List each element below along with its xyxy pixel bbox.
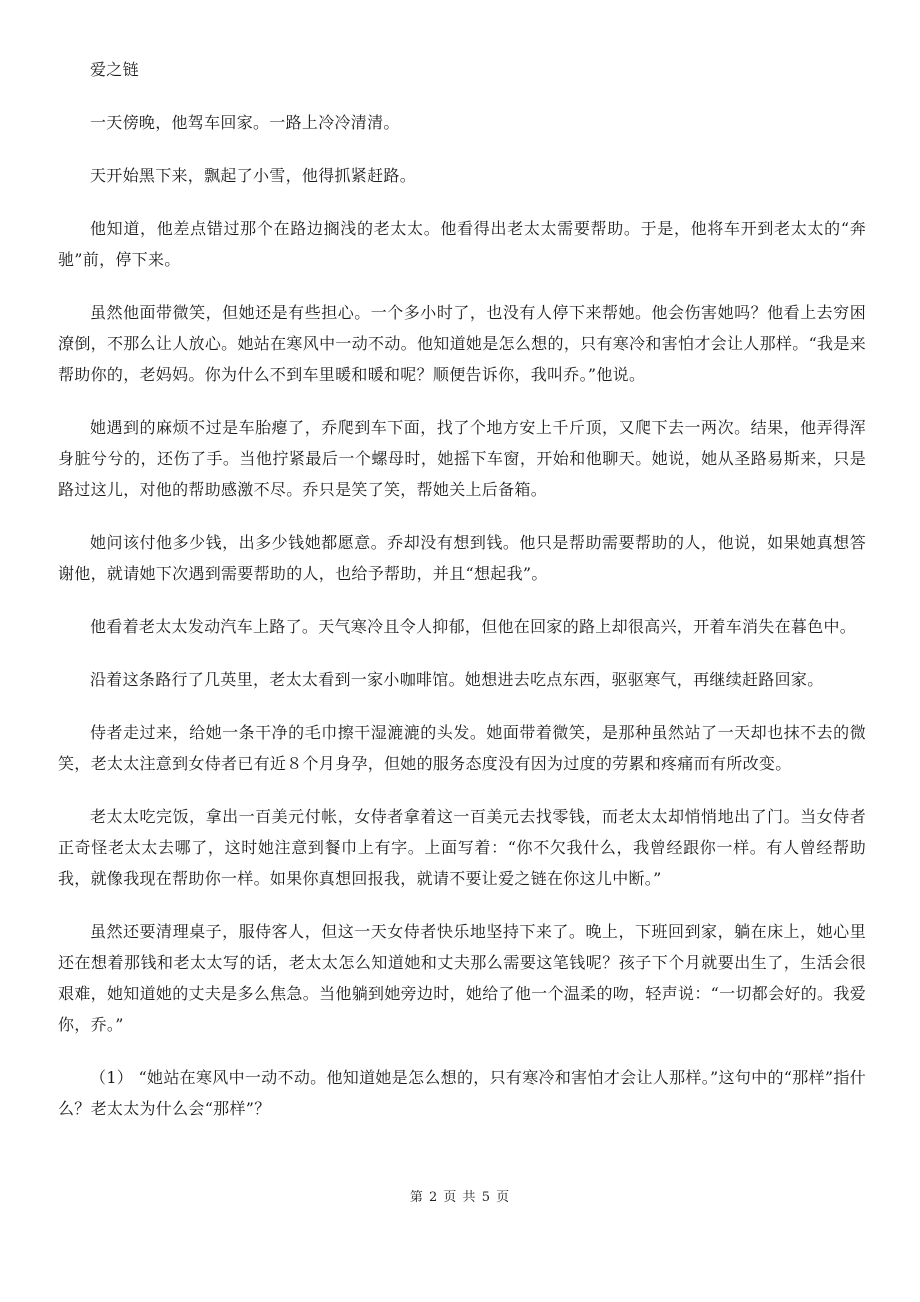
paragraph: 沿着这条路行了几英里，老太太看到一家小咖啡馆。她想进去吃点东西，驱驱寒气，再继续赶路回家。 [90, 670, 824, 689]
paragraph: 一天傍晚，他驾车回家。一路上冷冷清清。 [90, 113, 400, 132]
paragraph: 他看着老太太发动汽车上路了。天气寒冷且令人抑郁，但他在回家的路上却很高兴，开着车消失在暮色中。 [90, 617, 857, 636]
paragraph: 他知道，他差点错过那个在路边搁浅的老太太。他看得出老太太需要帮助。于是，他将车开到老太太的“奔驰”前，停下来。 [58, 219, 866, 269]
document-body [58, 54, 866, 1124]
passage-title: 爱之链 [90, 60, 139, 79]
paragraph: 虽然他面带微笑，但她还是有些担心。一个多小时了，也没有人停下来帮她。他会伤害她吗？他看上去穷困潦倒，不那么让人放心。她站在寒风中一动不动。他知道她是怎么想的，只有寒冷和害怕才会让人那样。“我是来帮助你的，老妈妈。你为什么不到车里暖和暖和呢？顺便告诉你，我叫乔。”他说。 [58, 303, 866, 384]
paragraph: 她问该付他多少钱，出多少钱她都愿意。乔却没有想到钱。他只是帮助需要帮助的人，他说，如果她真想答谢他，就请她下次遇到需要帮助的人，也给予帮助，并且“想起我”。 [58, 533, 866, 583]
paragraph: 她遇到的麻烦不过是车胎瘪了，乔爬到车下面，找了个地方安上千斤顶，又爬下去一两次。结果，他弄得浑身脏兮兮的，还伤了手。当他拧紧最后一个螺母时，她摇下车窗，开始和他聊天。她说，她从圣路易斯来，只是路过这儿，对他的帮助感激不尽。乔只是笑了笑，帮她关上后备箱。 [58, 418, 866, 499]
question-1: （1） “她站在寒风中一动不动。他知道她是怎么想的，只有寒冷和害怕才会让人那样。”这句中的“那样”指什么？老太太为什么会“那样”？ [58, 1068, 866, 1118]
page-number-footer: 第 2 页 共 5 页 [409, 1190, 511, 1205]
paragraph: 天开始黑下来，飘起了小雪，他得抓紧赶路。 [90, 166, 417, 185]
paragraph: 侍者走过来，给她一条干净的毛巾擦干湿漉漉的头发。她面带着微笑，是那种虽然站了一天却也抹不去的微笑，老太太注意到女侍者已有近８个月身孕，但她的服务态度没有因为过度的劳累和疼痛而有所改变。 [58, 723, 866, 773]
paragraph: 虽然还要清理桌子，服侍客人，但这一天女侍者快乐地坚持下来了。晚上，下班回到家，躺在床上，她心里还在想着那钱和老太太写的话，老太太怎么知道她和丈夫那么需要这笔钱呢？孩子下个月就要出生了，生活会很艰难，她知道她的丈夫是多么焦急。当他躺到她旁边时，她给了他一个温柔的吻，轻声说：“一切都会好的。我爱你，乔。” [58, 922, 866, 1034]
paragraph: 老太太吃完饭，拿出一百美元付帐，女侍者拿着这一百美元去找零钱，而老太太却悄悄地出了门。当女侍者正奇怪老太太去哪了，这时她注意到餐巾上有字。上面写着：“你不欠我什么，我曾经跟你一样。有人曾经帮助我，就像我现在帮助你一样。如果你真想回报我，就请不要让爱之链在你这儿中断。” [58, 807, 866, 888]
